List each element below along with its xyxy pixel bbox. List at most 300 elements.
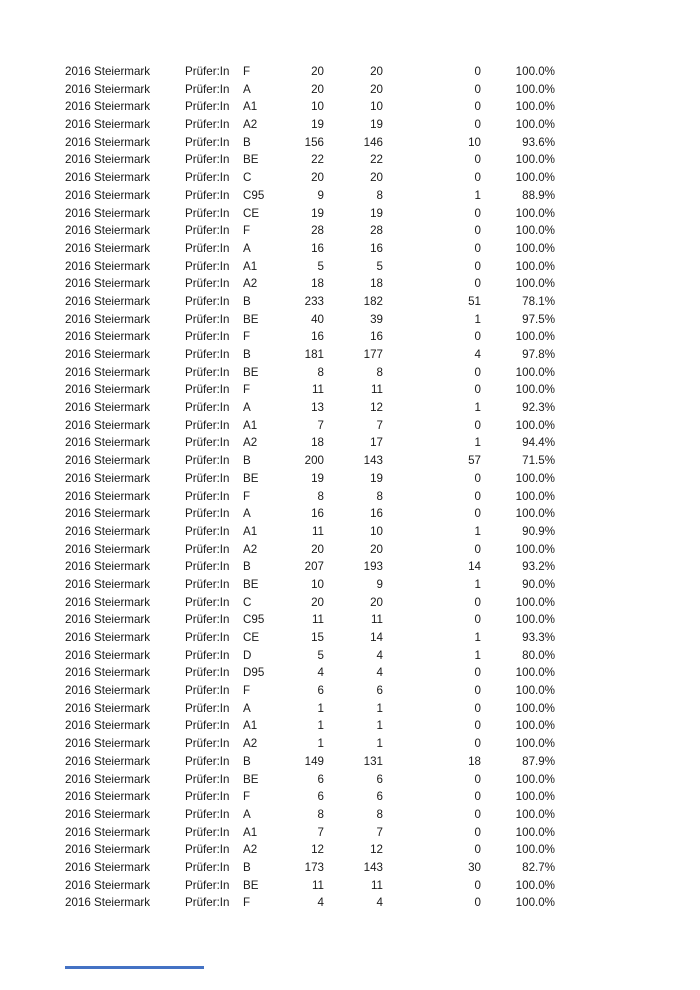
year-region-cell: 2016 Steiermark (65, 436, 151, 450)
exams-total-cell: 11 (311, 613, 324, 627)
exams-total-cell: 20 (311, 595, 324, 609)
examiner-cell: Prüfer:In (185, 348, 230, 361)
exams-failed-cell: 0 (474, 684, 481, 698)
examiner-cell: Prüfer:In (185, 65, 230, 78)
table-row (65, 328, 555, 346)
license-category-cell: BE (243, 577, 259, 591)
exams-failed-cell: 1 (474, 436, 481, 450)
exams-failed-cell: 0 (474, 65, 481, 78)
examiner-cell: Prüfer:In (185, 312, 230, 326)
exams-failed-cell: 0 (474, 719, 481, 733)
table-row (65, 258, 555, 276)
pass-rate-cell: 90.0% (522, 577, 555, 591)
exams-passed-cell: 9 (376, 577, 383, 591)
examiner-cell: Prüfer:In (185, 401, 230, 415)
exams-failed-cell: 1 (474, 577, 481, 591)
exams-failed-cell: 1 (474, 631, 481, 644)
exams-passed-cell: 6 (376, 790, 383, 804)
exams-total-cell: 20 (311, 542, 324, 556)
pass-rate-cell: 87.9% (522, 754, 555, 768)
examiner-cell: Prüfer:In (185, 542, 230, 556)
license-category-cell: A2 (243, 843, 258, 857)
examiner-cell: Prüfer:In (185, 896, 230, 910)
license-category-cell: F (243, 65, 251, 78)
exams-total-cell: 11 (311, 878, 324, 892)
license-category-cell: A1 (243, 259, 258, 273)
exams-failed-cell: 0 (474, 330, 481, 344)
examiner-cell: Prüfer:In (185, 790, 230, 804)
license-category-cell: A2 (243, 542, 258, 556)
examiner-cell: Prüfer:In (185, 224, 230, 238)
examiner-cell: Prüfer:In (185, 754, 230, 768)
license-category-cell: F (243, 790, 251, 804)
exams-passed-cell: 18 (370, 277, 383, 291)
exams-failed-cell: 0 (474, 825, 481, 839)
license-category-cell: F (243, 489, 251, 503)
exams-total-cell: 233 (304, 294, 324, 308)
table-row (65, 629, 555, 647)
table-row (65, 594, 555, 612)
pass-rate-cell: 100.0% (515, 666, 555, 680)
examiner-cell: Prüfer:In (185, 171, 230, 185)
exams-passed-cell: 14 (370, 631, 383, 644)
license-category-cell: B (243, 135, 251, 149)
exam-results-table (65, 63, 555, 912)
exams-total-cell: 8 (317, 365, 324, 379)
year-region-cell: 2016 Steiermark (65, 595, 151, 609)
license-category-cell: A2 (243, 118, 258, 132)
pass-rate-cell: 97.8% (522, 348, 555, 361)
table-row (65, 717, 555, 735)
exams-total-cell: 18 (311, 277, 324, 291)
table-row (65, 877, 555, 895)
year-region-cell: 2016 Steiermark (65, 577, 151, 591)
exams-total-cell: 9 (317, 188, 324, 202)
table-row (65, 664, 555, 682)
exams-failed-cell: 14 (468, 560, 481, 574)
table-row (65, 275, 555, 293)
exams-passed-cell: 19 (370, 471, 383, 485)
license-category-cell: BE (243, 878, 259, 892)
license-category-cell: A2 (243, 436, 258, 450)
table-row (65, 116, 555, 134)
year-region-cell: 2016 Steiermark (65, 153, 151, 167)
examiner-cell: Prüfer:In (185, 277, 230, 291)
exams-total-cell: 200 (304, 454, 324, 468)
examiner-cell: Prüfer:In (185, 82, 230, 96)
exams-failed-cell: 0 (474, 153, 481, 167)
exams-total-cell: 149 (304, 754, 324, 768)
pass-rate-cell: 78.1% (522, 294, 555, 308)
examiner-cell: Prüfer:In (185, 507, 230, 521)
pass-rate-cell: 100.0% (515, 383, 555, 397)
exams-failed-cell: 0 (474, 790, 481, 804)
year-region-cell: 2016 Steiermark (65, 878, 151, 892)
examiner-cell: Prüfer:In (185, 471, 230, 485)
pass-rate-cell: 100.0% (515, 206, 555, 220)
examiner-cell: Prüfer:In (185, 631, 230, 644)
exams-failed-cell: 0 (474, 595, 481, 609)
pass-rate-cell: 100.0% (515, 330, 555, 344)
examiner-cell: Prüfer:In (185, 188, 230, 202)
exams-failed-cell: 0 (474, 772, 481, 786)
exams-failed-cell: 1 (474, 648, 481, 662)
year-region-cell: 2016 Steiermark (65, 188, 151, 202)
pass-rate-cell: 100.0% (515, 843, 555, 857)
exams-failed-cell: 0 (474, 666, 481, 680)
table-row (65, 222, 555, 240)
year-region-cell: 2016 Steiermark (65, 754, 151, 768)
exams-failed-cell: 0 (474, 418, 481, 432)
pass-rate-cell: 100.0% (515, 224, 555, 238)
exams-passed-cell: 10 (370, 524, 383, 538)
year-region-cell: 2016 Steiermark (65, 666, 151, 680)
year-region-cell: 2016 Steiermark (65, 560, 151, 574)
exams-failed-cell: 0 (474, 206, 481, 220)
license-category-cell: F (243, 383, 251, 397)
license-category-cell: CE (243, 206, 260, 220)
pass-rate-cell: 92.3% (522, 401, 555, 415)
exams-passed-cell: 11 (370, 613, 383, 627)
exams-passed-cell: 4 (376, 896, 383, 910)
license-category-cell: A1 (243, 100, 258, 114)
exams-total-cell: 5 (317, 648, 324, 662)
table-row (65, 364, 555, 382)
pass-rate-cell: 100.0% (515, 277, 555, 291)
table-row (65, 293, 555, 311)
exams-total-cell: 1 (317, 701, 324, 715)
exams-failed-cell: 0 (474, 100, 481, 114)
year-region-cell: 2016 Steiermark (65, 294, 151, 308)
exams-total-cell: 1 (317, 737, 324, 751)
examiner-cell: Prüfer:In (185, 436, 230, 450)
license-category-cell: A (243, 807, 251, 821)
exams-passed-cell: 16 (370, 330, 383, 344)
license-category-cell: B (243, 454, 251, 468)
examiner-cell: Prüfer:In (185, 365, 230, 379)
year-region-cell: 2016 Steiermark (65, 772, 151, 786)
table-row (65, 753, 555, 771)
license-category-cell: C95 (243, 188, 265, 202)
exams-failed-cell: 1 (474, 401, 481, 415)
license-category-cell: BE (243, 772, 259, 786)
pass-rate-cell: 100.0% (515, 595, 555, 609)
examiner-cell: Prüfer:In (185, 489, 230, 503)
table-row (65, 205, 555, 223)
year-region-cell: 2016 Steiermark (65, 489, 151, 503)
examiner-cell: Prüfer:In (185, 100, 230, 114)
exams-passed-cell: 28 (370, 224, 383, 238)
license-category-cell: A1 (243, 524, 258, 538)
table-row (65, 81, 555, 99)
exams-total-cell: 181 (304, 348, 324, 361)
table-row (65, 151, 555, 169)
exams-total-cell: 207 (304, 560, 324, 574)
exams-total-cell: 6 (317, 684, 324, 698)
exams-total-cell: 15 (311, 631, 324, 644)
exams-total-cell: 6 (317, 772, 324, 786)
table-row (65, 311, 555, 329)
exams-passed-cell: 20 (370, 65, 383, 78)
license-category-cell: F (243, 684, 251, 698)
pass-rate-cell: 94.4% (522, 436, 555, 450)
year-region-cell: 2016 Steiermark (65, 312, 151, 326)
license-category-cell: A2 (243, 737, 258, 751)
year-region-cell: 2016 Steiermark (65, 365, 151, 379)
examiner-cell: Prüfer:In (185, 118, 230, 132)
examiner-cell: Prüfer:In (185, 807, 230, 821)
exams-passed-cell: 4 (376, 648, 383, 662)
license-category-cell: BE (243, 471, 259, 485)
exams-failed-cell: 10 (468, 135, 481, 149)
exams-failed-cell: 0 (474, 701, 481, 715)
examiner-cell: Prüfer:In (185, 666, 230, 680)
exams-passed-cell: 143 (363, 860, 383, 874)
table-row (65, 63, 555, 81)
examiner-cell: Prüfer:In (185, 524, 230, 538)
pass-rate-cell: 100.0% (515, 719, 555, 733)
examiner-cell: Prüfer:In (185, 701, 230, 715)
exams-total-cell: 22 (311, 153, 324, 167)
table-row (65, 505, 555, 523)
year-region-cell: 2016 Steiermark (65, 118, 151, 132)
table-row (65, 523, 555, 541)
exams-total-cell: 5 (317, 259, 324, 273)
year-region-cell: 2016 Steiermark (65, 790, 151, 804)
exams-failed-cell: 0 (474, 241, 481, 255)
exams-failed-cell: 1 (474, 524, 481, 538)
year-region-cell: 2016 Steiermark (65, 259, 151, 273)
pass-rate-cell: 90.9% (522, 524, 555, 538)
exams-failed-cell: 0 (474, 843, 481, 857)
exams-passed-cell: 39 (370, 312, 383, 326)
table-row (65, 824, 555, 842)
exams-passed-cell: 11 (370, 383, 383, 397)
license-category-cell: B (243, 348, 251, 361)
table-row (65, 611, 555, 629)
exams-failed-cell: 0 (474, 383, 481, 397)
exams-failed-cell: 1 (474, 312, 481, 326)
license-category-cell: F (243, 224, 251, 238)
exams-passed-cell: 8 (376, 807, 383, 821)
exams-failed-cell: 0 (474, 613, 481, 627)
pass-rate-cell: 100.0% (515, 418, 555, 432)
examiner-cell: Prüfer:In (185, 259, 230, 273)
examiner-cell: Prüfer:In (185, 878, 230, 892)
license-category-cell: A (243, 507, 251, 521)
pass-rate-cell: 100.0% (515, 241, 555, 255)
year-region-cell: 2016 Steiermark (65, 348, 151, 361)
year-region-cell: 2016 Steiermark (65, 524, 151, 538)
exams-passed-cell: 19 (370, 118, 383, 132)
pass-rate-cell: 100.0% (515, 542, 555, 556)
exams-failed-cell: 0 (474, 507, 481, 521)
exams-total-cell: 11 (311, 524, 324, 538)
examiner-cell: Prüfer:In (185, 383, 230, 397)
license-category-cell: C (243, 595, 252, 609)
table-row (65, 240, 555, 258)
pass-rate-cell: 100.0% (515, 489, 555, 503)
year-region-cell: 2016 Steiermark (65, 542, 151, 556)
year-region-cell: 2016 Steiermark (65, 613, 151, 627)
table-row (65, 399, 555, 417)
license-category-cell: A1 (243, 418, 258, 432)
exams-passed-cell: 17 (370, 436, 383, 450)
year-region-cell: 2016 Steiermark (65, 471, 151, 485)
table-row (65, 346, 555, 364)
exams-failed-cell: 4 (474, 348, 481, 361)
examiner-cell: Prüfer:In (185, 684, 230, 698)
pass-rate-cell: 100.0% (515, 118, 555, 132)
exams-passed-cell: 8 (376, 489, 383, 503)
examiner-cell: Prüfer:In (185, 294, 230, 308)
exams-passed-cell: 20 (370, 595, 383, 609)
year-region-cell: 2016 Steiermark (65, 224, 151, 238)
exams-total-cell: 20 (311, 171, 324, 185)
license-category-cell: B (243, 560, 251, 574)
exams-failed-cell: 0 (474, 171, 481, 185)
pass-rate-cell: 100.0% (515, 825, 555, 839)
pass-rate-cell: 100.0% (515, 365, 555, 379)
exams-failed-cell: 18 (468, 754, 481, 768)
exams-total-cell: 19 (311, 118, 324, 132)
table-row (65, 771, 555, 789)
year-region-cell: 2016 Steiermark (65, 82, 151, 96)
year-region-cell: 2016 Steiermark (65, 896, 151, 910)
license-category-cell: D95 (243, 666, 265, 680)
exams-passed-cell: 6 (376, 684, 383, 698)
exams-total-cell: 156 (304, 135, 324, 149)
exams-passed-cell: 16 (370, 507, 383, 521)
pass-rate-cell: 100.0% (515, 772, 555, 786)
year-region-cell: 2016 Steiermark (65, 631, 151, 644)
license-category-cell: A (243, 241, 251, 255)
year-region-cell: 2016 Steiermark (65, 454, 151, 468)
exams-passed-cell: 5 (376, 259, 383, 273)
year-region-cell: 2016 Steiermark (65, 401, 151, 415)
year-region-cell: 2016 Steiermark (65, 330, 151, 344)
exams-failed-cell: 0 (474, 896, 481, 910)
examiner-cell: Prüfer:In (185, 648, 230, 662)
exams-passed-cell: 7 (376, 418, 383, 432)
license-category-cell: C (243, 171, 252, 185)
examiner-cell: Prüfer:In (185, 737, 230, 751)
examiner-cell: Prüfer:In (185, 418, 230, 432)
exams-total-cell: 6 (317, 790, 324, 804)
exams-total-cell: 10 (311, 577, 324, 591)
table-row (65, 452, 555, 470)
pass-rate-cell: 97.5% (522, 312, 555, 326)
pass-rate-cell: 100.0% (515, 259, 555, 273)
pass-rate-cell: 80.0% (522, 648, 555, 662)
examiner-cell: Prüfer:In (185, 560, 230, 574)
examiner-cell: Prüfer:In (185, 843, 230, 857)
table-row (65, 187, 555, 205)
year-region-cell: 2016 Steiermark (65, 277, 151, 291)
license-category-cell: B (243, 754, 251, 768)
exams-total-cell: 20 (311, 65, 324, 78)
table-row (65, 98, 555, 116)
pass-rate-cell: 100.0% (515, 701, 555, 715)
exams-passed-cell: 19 (370, 206, 383, 220)
year-region-cell: 2016 Steiermark (65, 684, 151, 698)
license-category-cell: BE (243, 365, 259, 379)
exams-failed-cell: 0 (474, 542, 481, 556)
table-row (65, 169, 555, 187)
exams-failed-cell: 0 (474, 471, 481, 485)
pass-rate-cell: 100.0% (515, 100, 555, 114)
blue-divider-line (65, 966, 204, 969)
year-region-cell: 2016 Steiermark (65, 701, 151, 715)
pass-rate-cell: 82.7% (522, 860, 555, 874)
exams-total-cell: 173 (304, 860, 324, 874)
exams-failed-cell: 57 (468, 454, 481, 468)
examiner-cell: Prüfer:In (185, 241, 230, 255)
exams-failed-cell: 51 (468, 294, 481, 308)
table-row (65, 647, 555, 665)
license-category-cell: BE (243, 312, 259, 326)
exams-passed-cell: 1 (376, 701, 383, 715)
year-region-cell: 2016 Steiermark (65, 418, 151, 432)
year-region-cell: 2016 Steiermark (65, 825, 151, 839)
exams-failed-cell: 30 (468, 860, 481, 874)
exams-failed-cell: 0 (474, 82, 481, 96)
exams-total-cell: 8 (317, 489, 324, 503)
exams-total-cell: 16 (311, 241, 324, 255)
exams-passed-cell: 143 (363, 454, 383, 468)
year-region-cell: 2016 Steiermark (65, 860, 151, 874)
exams-failed-cell: 0 (474, 118, 481, 132)
pass-rate-cell: 100.0% (515, 896, 555, 910)
exams-passed-cell: 20 (370, 542, 383, 556)
exams-passed-cell: 12 (370, 843, 383, 857)
exams-total-cell: 20 (311, 82, 324, 96)
year-region-cell: 2016 Steiermark (65, 65, 151, 78)
pass-rate-cell: 100.0% (515, 471, 555, 485)
exams-passed-cell: 193 (363, 560, 383, 574)
exams-passed-cell: 16 (370, 241, 383, 255)
table-row (65, 134, 555, 152)
exams-passed-cell: 20 (370, 82, 383, 96)
examiner-cell: Prüfer:In (185, 719, 230, 733)
license-category-cell: F (243, 896, 251, 910)
license-category-cell: CE (243, 631, 260, 644)
pass-rate-cell: 100.0% (515, 684, 555, 698)
exams-total-cell: 40 (311, 312, 324, 326)
license-category-cell: A2 (243, 277, 258, 291)
exams-total-cell: 11 (311, 383, 324, 397)
year-region-cell: 2016 Steiermark (65, 719, 151, 733)
license-category-cell: D (243, 648, 252, 662)
table-row (65, 470, 555, 488)
table-row (65, 434, 555, 452)
exams-passed-cell: 10 (370, 100, 383, 114)
exams-total-cell: 13 (311, 401, 324, 415)
examiner-cell: Prüfer:In (185, 153, 230, 167)
table-row (65, 381, 555, 399)
examiner-cell: Prüfer:In (185, 772, 230, 786)
table-row (65, 682, 555, 700)
exams-passed-cell: 1 (376, 737, 383, 751)
table-row (65, 558, 555, 576)
pass-rate-cell: 100.0% (515, 171, 555, 185)
exams-failed-cell: 0 (474, 224, 481, 238)
table-row (65, 541, 555, 559)
year-region-cell: 2016 Steiermark (65, 843, 151, 857)
exams-failed-cell: 0 (474, 737, 481, 751)
exams-total-cell: 7 (317, 418, 324, 432)
examiner-cell: Prüfer:In (185, 135, 230, 149)
